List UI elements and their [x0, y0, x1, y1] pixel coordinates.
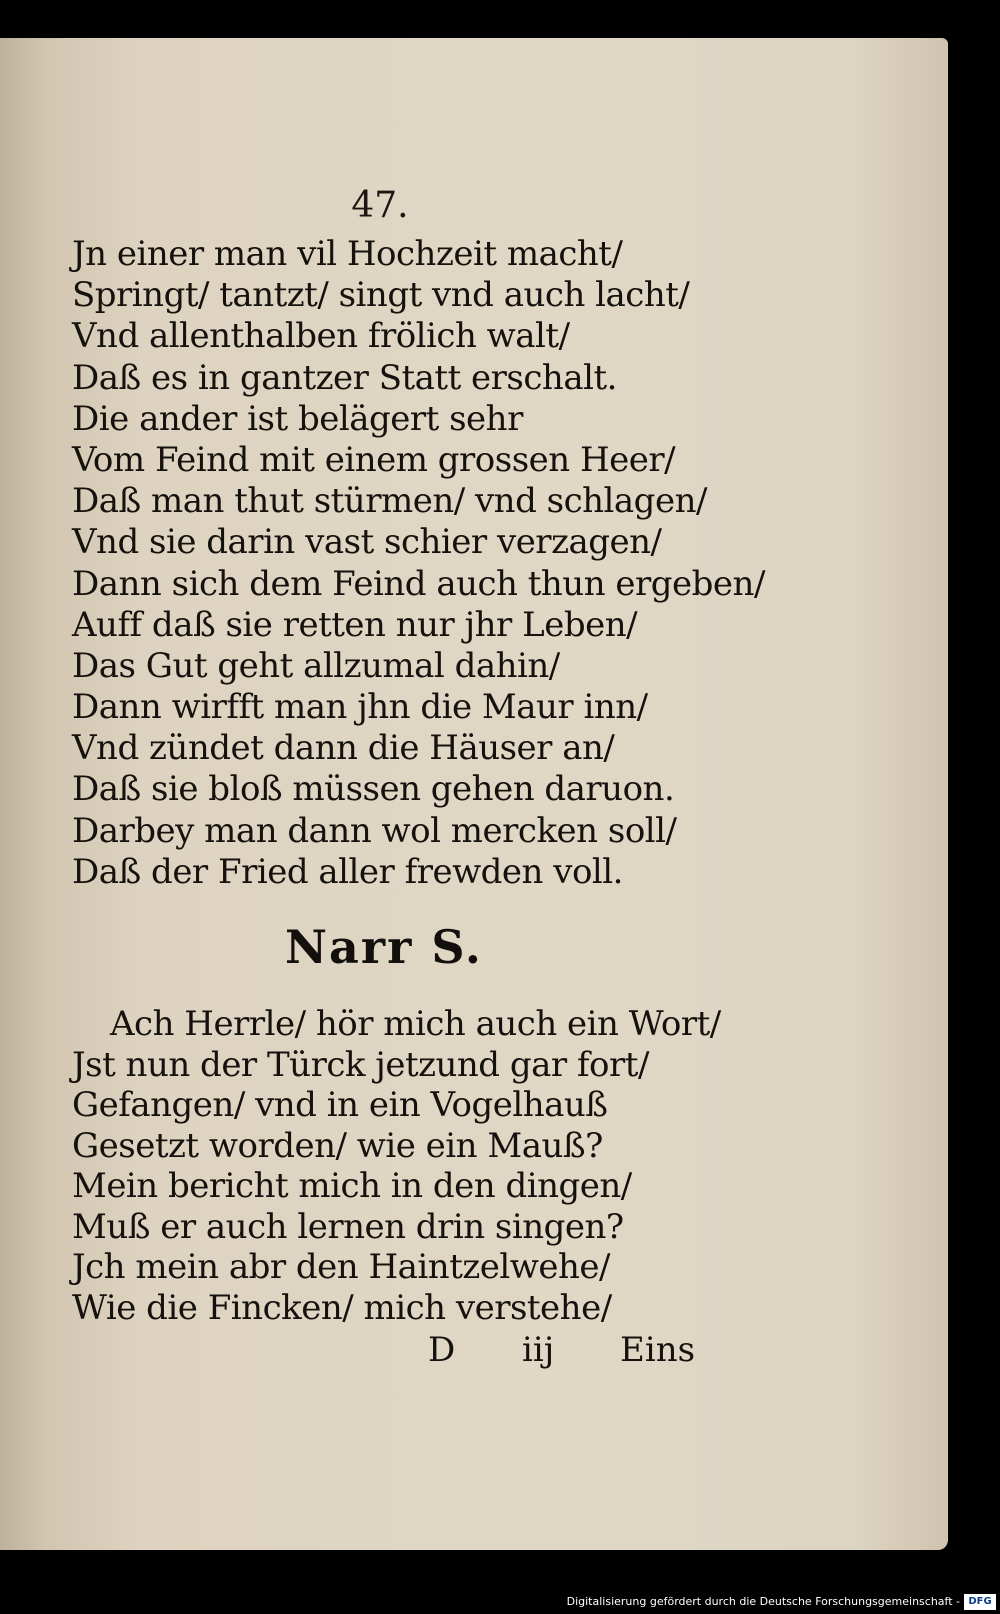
verse-line: Die ander ist belägert sehr [72, 398, 523, 439]
verse-line: Vnd allenthalben frölich walt/ [72, 316, 570, 357]
verse-line: Jst nun der Türck jetzund gar fort/ [72, 1044, 649, 1085]
signature-mark: D [428, 1330, 456, 1370]
verse-line: Vnd zündet dann die Häuser an/ [72, 728, 615, 769]
verse-line: Vom Feind mit einem grossen Heer/ [72, 439, 676, 480]
section-heading: Narr S. [285, 920, 483, 974]
verse-line: Das Gut geht allzumal dahin/ [72, 645, 560, 686]
verse-line: Springt/ tantzt/ singt vnd auch lacht/ [72, 275, 690, 316]
verse-line: Daß man thut stürmen/ vnd schlagen/ [72, 481, 707, 522]
verse-line: Gefangen/ vnd in ein Vogelhauß [72, 1085, 608, 1125]
verse-line: Mein bericht mich in den dingen/ [72, 1166, 632, 1206]
verse-line: Ach Herrle/ hör mich auch ein Wort/ [110, 1004, 721, 1044]
verse-line: Jn einer man vil Hochzeit macht/ [72, 234, 623, 274]
verse-stanza-2 [72, 1004, 721, 1328]
page-number: 47. [351, 185, 409, 226]
signature-number: iij [522, 1330, 555, 1370]
book-page [0, 38, 948, 1550]
verse-line: Gesetzt worden/ wie ein Mauß? [72, 1125, 603, 1166]
dfg-logo: DFG [964, 1594, 996, 1610]
digitization-credit: Digitalisierung gefördert durch die Deutsche Forschungsgemeinschaft - [566, 1595, 960, 1608]
verse-line: Daß sie bloß müssen gehen daruon. [72, 769, 675, 810]
catchword: Eins [620, 1330, 696, 1370]
verse-line: Wie die Fincken/ mich verstehe/ [72, 1287, 612, 1328]
verse-line: Jch mein abr den Haintzelwehe/ [72, 1247, 610, 1287]
verse-line: Auff daß sie retten nur jhr Leben/ [72, 604, 638, 645]
verse-line: Daß es in gantzer Statt erschalt. [72, 357, 617, 398]
verse-line: Dann wirfft man jhn die Maur inn/ [72, 687, 648, 728]
verse-line: Muß er auch lernen drin singen? [72, 1206, 624, 1247]
verse-line: Dann sich dem Feind auch thun ergeben/ [72, 563, 765, 604]
verse-line: Vnd sie darin vast schier verzagen/ [72, 522, 662, 563]
verse-line: Darbey man dann wol mercken soll/ [72, 810, 677, 851]
verse-line: Daß der Fried aller frewden voll. [72, 851, 623, 892]
verse-stanza-1 [72, 234, 765, 893]
